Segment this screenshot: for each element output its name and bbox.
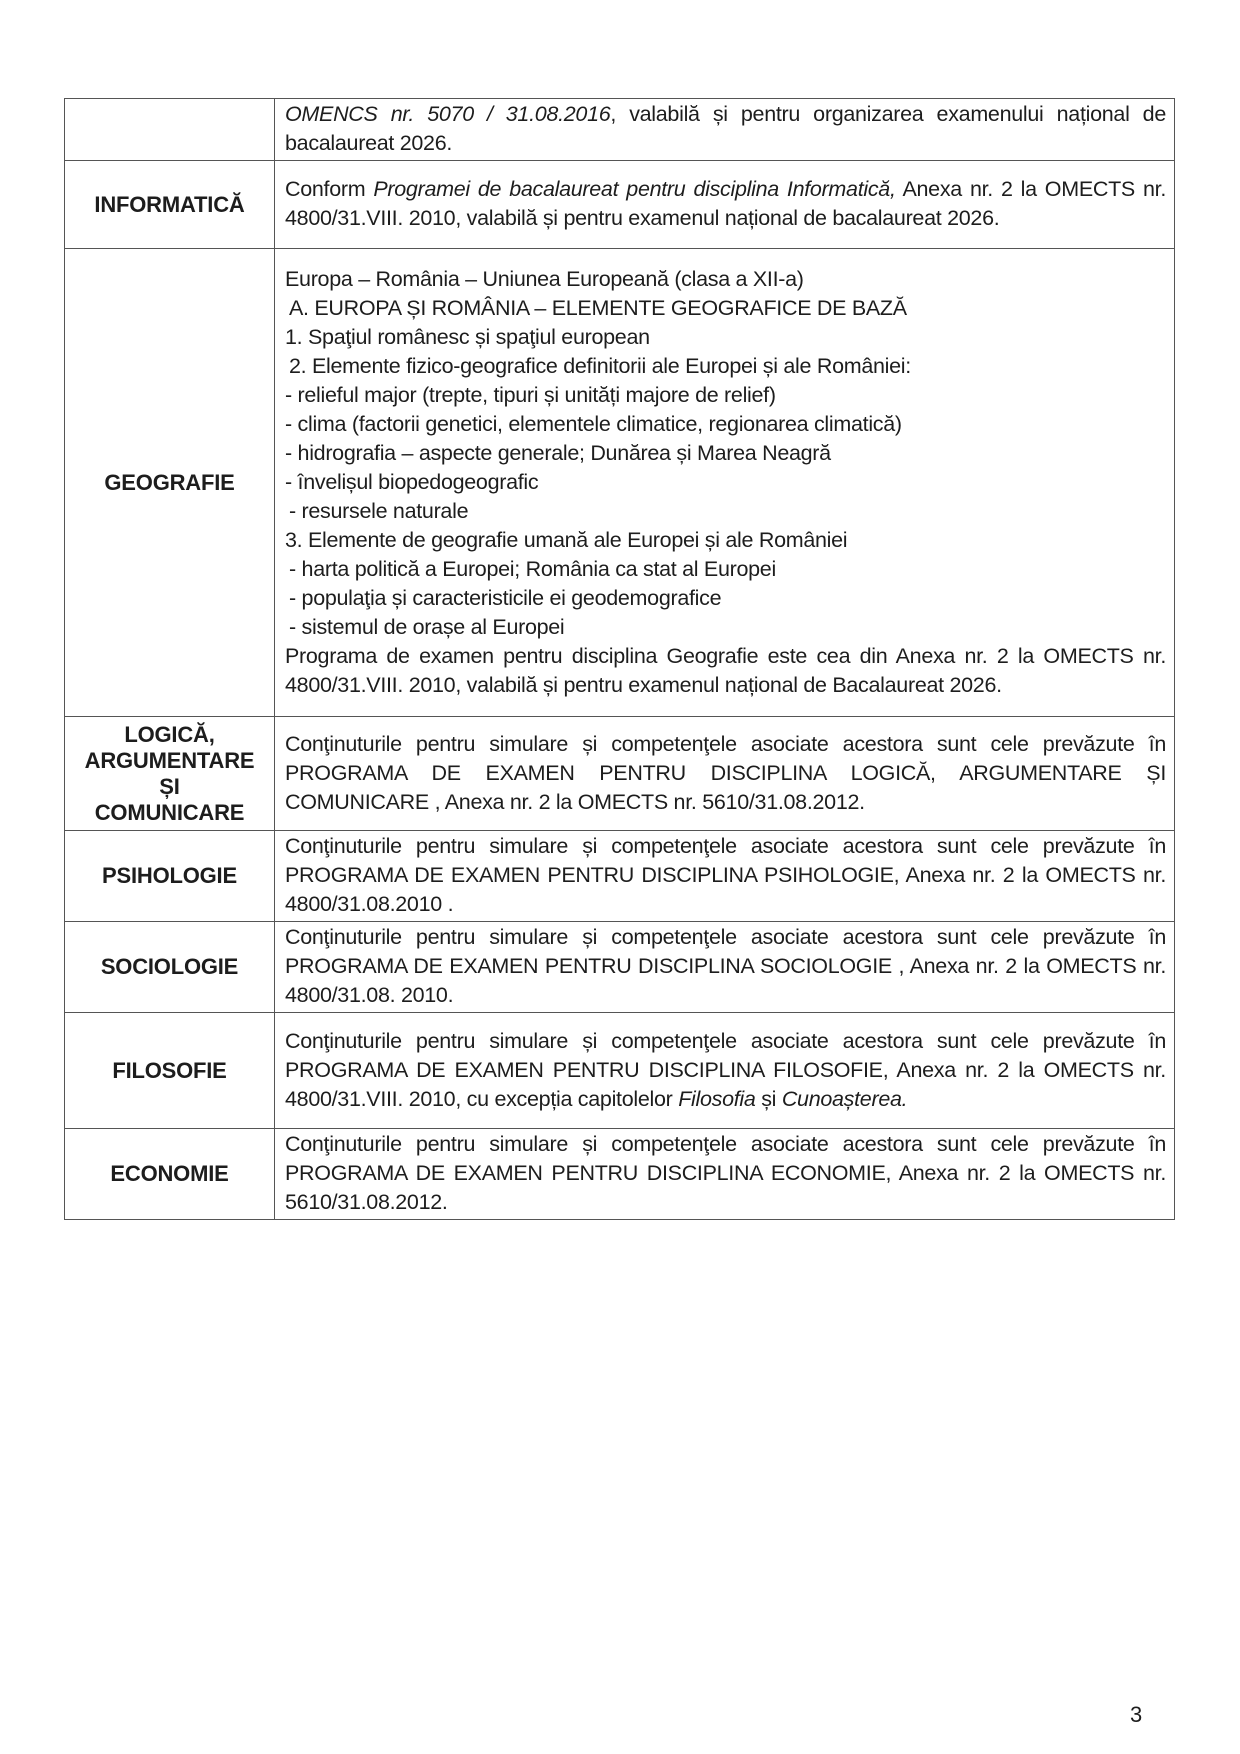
table-row <box>65 922 1175 1013</box>
subject-line: COMUNICARE <box>94 799 245 825</box>
content-line: - resursele naturale <box>289 498 469 523</box>
subject-cell-empty <box>65 99 275 161</box>
subject-line: ARGUMENTARE <box>84 747 255 773</box>
program-title: Programei de bacalaureat pentru disciplina Informatică, <box>373 177 896 201</box>
table-row <box>65 1013 1175 1129</box>
table-row <box>65 99 1175 161</box>
content-text: Conţinuturile pentru simulare și competenţele asociate acestora sunt cele prevăzute în PROGRAMA DE EXAMEN PENTRU DISCIPLINA FILOSOFIE, Anexa nr. 2 la OMECTS nr. 4800/31.VIII. 2010, cu excepția capitolelor <box>285 1028 1166 1111</box>
content-line: - învelișul biopedogeografic <box>285 469 539 494</box>
content-text: Conform <box>285 177 374 201</box>
content-line: - hidrografia – aspecte generale; Dunărea și Marea Neagră <box>285 440 831 465</box>
content-cell: Conţinuturile pentru simulare și competenţele asociate acestora sunt cele prevăzute în PROGRAMA DE EXAMEN PENTRU DISCIPLINA SOCIOLOGIE , Anexa nr. 2 la OMECTS nr. 4800/31.08. 2010. <box>275 922 1175 1013</box>
table-row <box>65 161 1175 249</box>
content-line: - harta politică a Europei; România ca stat al Europei <box>289 556 776 581</box>
curriculum-table <box>64 98 1175 1220</box>
content-line: 3. Elemente de geografie umană ale Europei și ale României <box>285 527 848 552</box>
content-line: - sistemul de orașe al Europei <box>289 614 565 639</box>
content-line: 2. Elemente fizico-geografice definitorii ale Europei și ale României: <box>289 353 911 378</box>
content-cell <box>275 161 1175 249</box>
subject-line: ȘI <box>159 773 180 799</box>
subject-psihologie: PSIHOLOGIE <box>65 831 275 922</box>
content-cell: Conţinuturile pentru simulare și competenţele asociate acestora sunt cele prevăzute în PROGRAMA DE EXAMEN PENTRU DISCIPLINA LOGICĂ, ARGUMENTARE ȘI COMUNICARE , Anexa nr. 2 la OMECTS nr. 5610/31.08.2012. <box>275 717 1175 831</box>
content-text: Anexa nr. 2 la OMECTS nr. 4800/31.VIII. 2010, valabilă și pentru examenul național de bacalaureat 2026. <box>285 177 1167 230</box>
order-reference: OMENCS nr. 5070 / 31.08.2016 <box>285 102 611 126</box>
subject-sociologie: SOCIOLOGIE <box>65 922 275 1013</box>
subject-line: LOGICĂ, <box>124 721 215 747</box>
content-line: Europa – România – Uniunea Europeană (clasa a XII-a) <box>285 266 804 291</box>
subject-economie: ECONOMIE <box>65 1129 275 1220</box>
chapter-title: Cunoașterea. <box>781 1086 908 1111</box>
content-line: - relieful major (trepte, tipuri și unități majore de relief) <box>285 382 776 407</box>
content-cell: Conţinuturile pentru simulare și competenţele asociate acestora sunt cele prevăzute în PROGRAMA DE EXAMEN PENTRU DISCIPLINA ECONOMIE, Anexa nr. 2 la OMECTS nr. 5610/31.08.2012. <box>275 1129 1175 1220</box>
content-line: - clima (factorii genetici, elementele climatice, regionarea climatică) <box>285 411 902 436</box>
content-line: 1. Spaţiul românesc și spaţiul european <box>285 324 650 349</box>
content-cell <box>275 1013 1175 1129</box>
content-cell <box>275 99 1175 161</box>
content-text: și <box>755 1086 782 1111</box>
subject-logica <box>65 717 275 831</box>
closing-text: Programa de examen pentru disciplina Geografie este cea din Anexa nr. 2 la OMECTS nr. 4800/31.VIII. 2010, valabilă și pentru examenul național de Bacalaureat 2026. <box>285 643 1166 697</box>
subject-informatica: INFORMATICĂ <box>65 161 275 249</box>
subject-filosofie: FILOSOFIE <box>65 1013 275 1129</box>
content-cell <box>275 249 1175 717</box>
section-heading: A. EUROPA ȘI ROMÂNIA – ELEMENTE GEOGRAFICE DE BAZĂ <box>289 295 907 320</box>
subject-geografie: GEOGRAFIE <box>65 249 275 717</box>
chapter-title: Filosofia <box>678 1086 756 1111</box>
table-row <box>65 831 1175 922</box>
table-row <box>65 249 1175 717</box>
page-number: 3 <box>1130 1702 1143 1727</box>
content-text: , valabilă și pentru organizarea examenului național de bacalaureat 2026. <box>285 102 1166 155</box>
content-cell: Conţinuturile pentru simulare și competenţele asociate acestora sunt cele prevăzute în PROGRAMA DE EXAMEN PENTRU DISCIPLINA PSIHOLOGIE, Anexa nr. 2 la OMECTS nr. 4800/31.08.2010 . <box>275 831 1175 922</box>
table-row <box>65 717 1175 831</box>
content-line: - populaţia și caracteristicile ei geodemografice <box>289 585 722 610</box>
table-row <box>65 1129 1175 1220</box>
